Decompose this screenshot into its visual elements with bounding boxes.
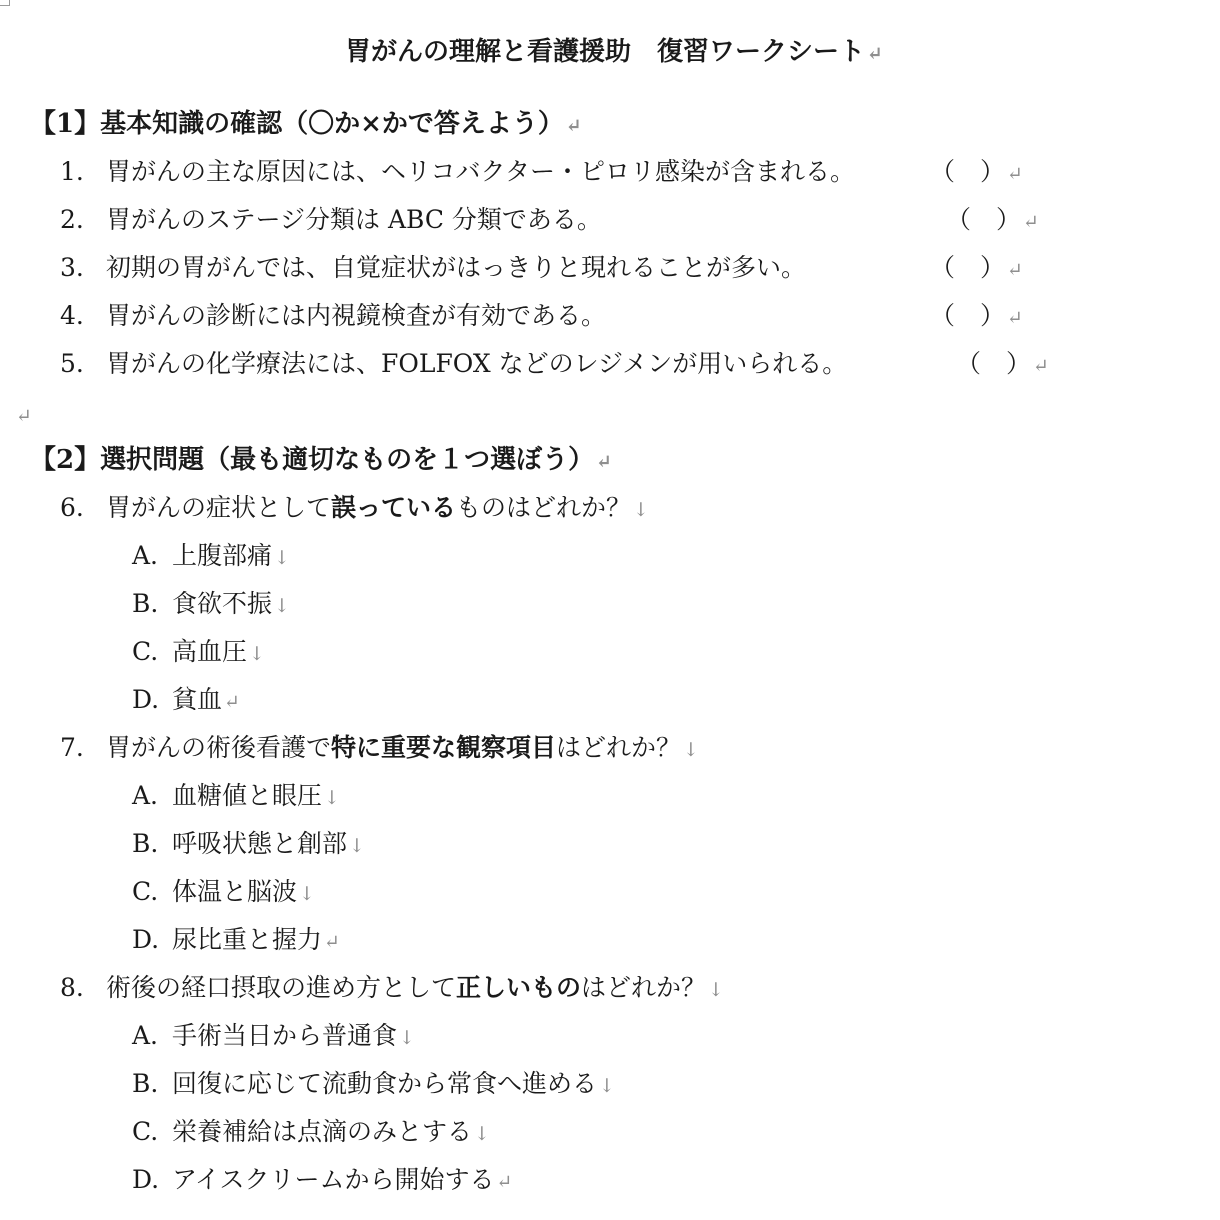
option-letter: B. — [132, 1069, 159, 1098]
question-text: 胃がんの術後看護で — [106, 733, 332, 762]
item-text: 胃がんの診断には内視鏡検査が有効である。 — [106, 301, 607, 330]
question-text-end: はどれか？ — [581, 973, 707, 1002]
question-number: 8. — [60, 973, 84, 1002]
paragraph-mark: ↵ — [496, 1171, 513, 1193]
item-text: 胃がんの主な原因には、ヘリコバクター・ピロリ感染が含まれる。 — [106, 157, 856, 186]
option-item[interactable] — [132, 876, 315, 910]
option-letter: D. — [132, 685, 160, 714]
line-break-mark: ↓ — [299, 883, 315, 905]
question-emphasis: 正しいもの — [456, 973, 582, 1002]
item-number: 2. — [60, 205, 84, 234]
answer-blank[interactable]: （ ） ↵ — [930, 301, 1023, 330]
option-letter: A. — [132, 1021, 159, 1050]
line-break-mark: ↓ — [474, 1123, 490, 1145]
line-break-mark: ↓ — [274, 547, 290, 569]
page-corner-marker — [0, 0, 10, 6]
item-text: 胃がんのステージ分類は ABC 分類である。 — [106, 205, 602, 234]
section1-heading-text: 【1】基本知識の確認（〇か×かで答えよう） — [30, 109, 564, 139]
option-item[interactable] — [132, 636, 265, 670]
line-break-mark: ↓ — [324, 787, 340, 809]
answer-blank[interactable]: （ ） ↵ — [930, 253, 1023, 282]
question-7 — [60, 732, 699, 766]
option-item[interactable] — [132, 588, 290, 622]
item-number: 5. — [60, 349, 84, 378]
tf-item — [60, 252, 806, 284]
option-text: 尿比重と握力 — [172, 925, 323, 954]
option-letter: D. — [132, 1165, 160, 1194]
tf-item — [60, 204, 602, 236]
option-letter: A. — [132, 541, 159, 570]
paragraph-mark: ↵ — [1007, 307, 1023, 329]
line-break-mark: ↓ — [708, 979, 724, 1001]
option-letter: C. — [132, 1117, 159, 1146]
item-number: 3. — [60, 253, 84, 282]
option-letter: B. — [132, 589, 159, 618]
line-break-mark: ↓ — [249, 643, 265, 665]
answer-blank[interactable]: （ ） ↵ — [946, 205, 1039, 234]
question-number: 6. — [60, 493, 84, 522]
option-item[interactable] — [132, 540, 290, 574]
answer-blank[interactable]: （ ） ↵ — [956, 349, 1049, 378]
option-text: 血糖値と眼圧 — [172, 781, 323, 810]
option-letter: D. — [132, 925, 160, 954]
question-8 — [60, 972, 724, 1006]
item-text: 胃がんの化学療法には、FOLFOX などのレジメンが用いられる。 — [106, 349, 848, 378]
worksheet-title — [345, 36, 883, 70]
line-break-mark: ↓ — [633, 499, 649, 521]
paragraph-mark: ↵ — [1007, 163, 1023, 185]
question-text: 術後の経口摂取の進め方として — [106, 973, 457, 1002]
option-item[interactable] — [132, 1068, 615, 1102]
option-text: 呼吸状態と創部 — [172, 829, 348, 858]
option-letter: C. — [132, 637, 159, 666]
option-text: 貧血 — [172, 685, 223, 714]
paragraph-mark: ↵ — [1033, 355, 1049, 377]
section2-heading — [30, 444, 612, 478]
paragraph-mark: ↵ — [224, 691, 240, 713]
paragraph-mark: ↵ — [596, 451, 613, 473]
paragraph-mark: ↵ — [1007, 259, 1023, 281]
option-item[interactable] — [132, 828, 365, 862]
option-item[interactable] — [132, 1020, 415, 1054]
empty-paragraph — [14, 398, 32, 432]
item-number: 1. — [60, 157, 84, 186]
section1-heading — [30, 108, 582, 142]
option-text: 回復に応じて流動食から常食へ進める — [172, 1069, 598, 1098]
answer-blank[interactable]: （ ） ↵ — [930, 157, 1023, 186]
paragraph-mark: ↵ — [1023, 211, 1039, 233]
question-emphasis: 特に重要な観察項目 — [331, 733, 557, 762]
line-break-mark: ↓ — [399, 1027, 415, 1049]
option-text: 上腹部痛 — [172, 541, 273, 570]
tf-item — [60, 156, 855, 188]
question-text-end: はどれか？ — [556, 733, 682, 762]
question-6 — [60, 492, 649, 526]
paragraph-mark: ↵ — [867, 43, 883, 65]
option-item[interactable] — [132, 1116, 490, 1150]
tf-item — [60, 348, 847, 380]
option-item[interactable] — [132, 684, 240, 718]
question-text: 胃がんの症状として — [106, 493, 332, 522]
option-letter: A. — [132, 781, 159, 810]
option-letter: B. — [132, 829, 159, 858]
item-text: 初期の胃がんでは、自覚症状がはっきりと現れることが多い。 — [106, 253, 807, 282]
title-text: 胃がんの理解と看護援助 復習ワークシート — [345, 37, 866, 67]
option-item[interactable] — [132, 780, 340, 814]
question-number: 7. — [60, 733, 84, 762]
line-break-mark: ↓ — [599, 1075, 615, 1097]
item-number: 4. — [60, 301, 84, 330]
option-letter: C. — [132, 877, 159, 906]
option-text: アイスクリームから開始する — [172, 1165, 495, 1194]
option-text: 手術当日から普通食 — [172, 1021, 398, 1050]
section2-heading-text: 【2】選択問題（最も適切なものを１つ選ぼう） — [30, 445, 595, 475]
option-text: 高血圧 — [172, 637, 248, 666]
option-item[interactable] — [132, 924, 340, 958]
tf-item — [60, 300, 606, 332]
option-text: 食欲不振 — [172, 589, 273, 618]
option-item[interactable] — [132, 1164, 512, 1198]
line-break-mark: ↓ — [274, 595, 290, 617]
option-text: 栄養補給は点滴のみとする — [172, 1117, 473, 1146]
paragraph-mark: ↵ — [324, 931, 340, 953]
paragraph-mark: ↵ — [565, 115, 582, 137]
line-break-mark: ↓ — [349, 835, 365, 857]
line-break-mark: ↓ — [683, 739, 699, 761]
option-text: 体温と脳波 — [172, 877, 298, 906]
paragraph-mark: ↵ — [16, 405, 32, 427]
question-emphasis: 誤っている — [331, 493, 457, 522]
question-text-end: ものはどれか？ — [456, 493, 632, 522]
